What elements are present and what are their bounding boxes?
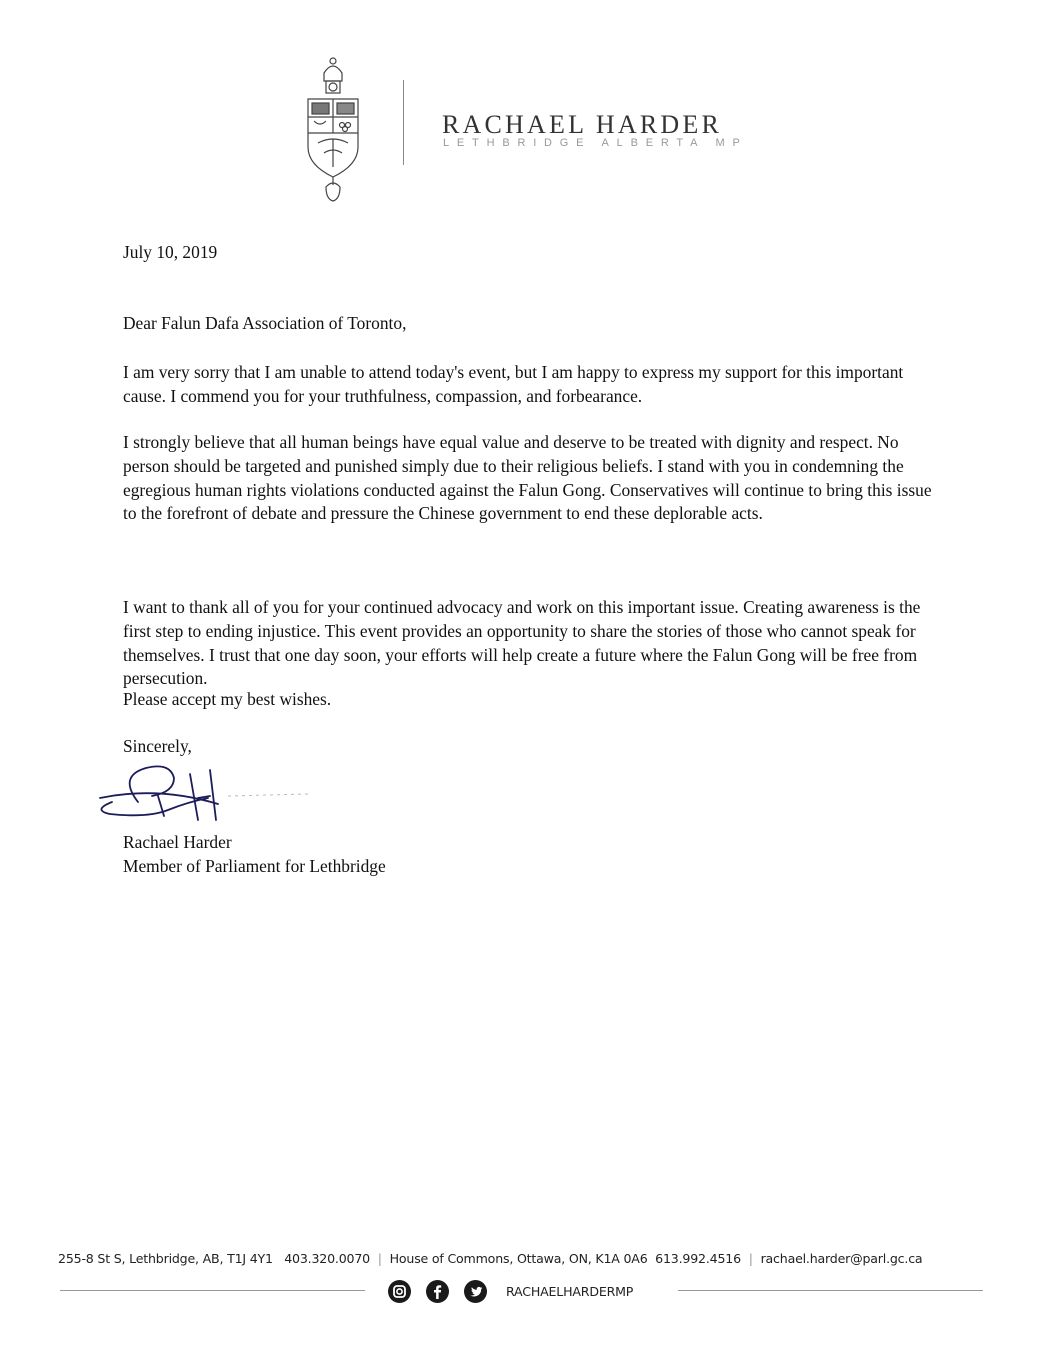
letter-paragraph: I strongly believe that all human beings have equal value and deserve to be treated with dignity and respect. No person should be targeted and punished simply due to their religious beliefs. I stand with you in condemning the egregious human rights violations conducted against the Falun Gong. Conservatives will continue to bring this issue to the forefront of debate and pressure the Chinese government to end these deplorable acts. (123, 432, 932, 524)
facebook-icon[interactable] (426, 1280, 449, 1303)
social-handle[interactable]: RACHAELHARDERMP (506, 1284, 634, 1299)
signer-title: Member of Parliament for Lethbridge (123, 856, 386, 876)
letter-paragraph: I want to thank all of you for your continued advocacy and work on this important issue. Creating awareness is the first step to ending injustice. This event provides an opportunity to share the stories of those who cannot speak for themselves. I trust that one day soon, your efforts will help create a future where the Falun Gong will be free from persecution. (123, 597, 921, 689)
handwritten-signature (98, 762, 318, 822)
closing: Sincerely, (123, 736, 192, 756)
coat-of-arms-crest-icon (302, 55, 364, 205)
instagram-icon[interactable] (388, 1280, 411, 1303)
footer-rule-left (60, 1290, 365, 1291)
letter-salutation: Dear Falun Dafa Association of Toronto, (123, 313, 407, 333)
twitter-icon[interactable] (464, 1280, 487, 1303)
letterhead-name: RACHAEL HARDER (442, 110, 723, 139)
separator: | (748, 1251, 753, 1266)
footer-contact-line (58, 1251, 988, 1266)
closing-wish: Please accept my best wishes. (123, 689, 332, 709)
separator: | (377, 1251, 382, 1266)
letter-paragraph: I am very sorry that I am unable to attend today's event, but I am happy to express my support for this important cause. I commend you for your truthfulness, compassion, and forbearance. (123, 362, 904, 406)
local-address: 255-8 St S, Lethbridge, AB, T1J 4Y1 (58, 1251, 273, 1266)
email-link[interactable]: rachael.harder@parl.gc.ca (760, 1251, 923, 1266)
letterhead-divider (403, 80, 404, 165)
letter-date: July 10, 2019 (123, 242, 218, 262)
social-links (388, 1280, 633, 1303)
footer-rule-right (678, 1290, 983, 1291)
signer-name: Rachael Harder (123, 832, 232, 852)
letterhead-subtitle: LETHBRIDGE ALBERTA MP (443, 137, 748, 149)
ottawa-phone[interactable]: 613.992.4516 (655, 1251, 741, 1266)
ottawa-address: House of Commons, Ottawa, ON, K1A 0A6 (389, 1251, 648, 1266)
local-phone[interactable]: 403.320.0070 (284, 1251, 370, 1266)
